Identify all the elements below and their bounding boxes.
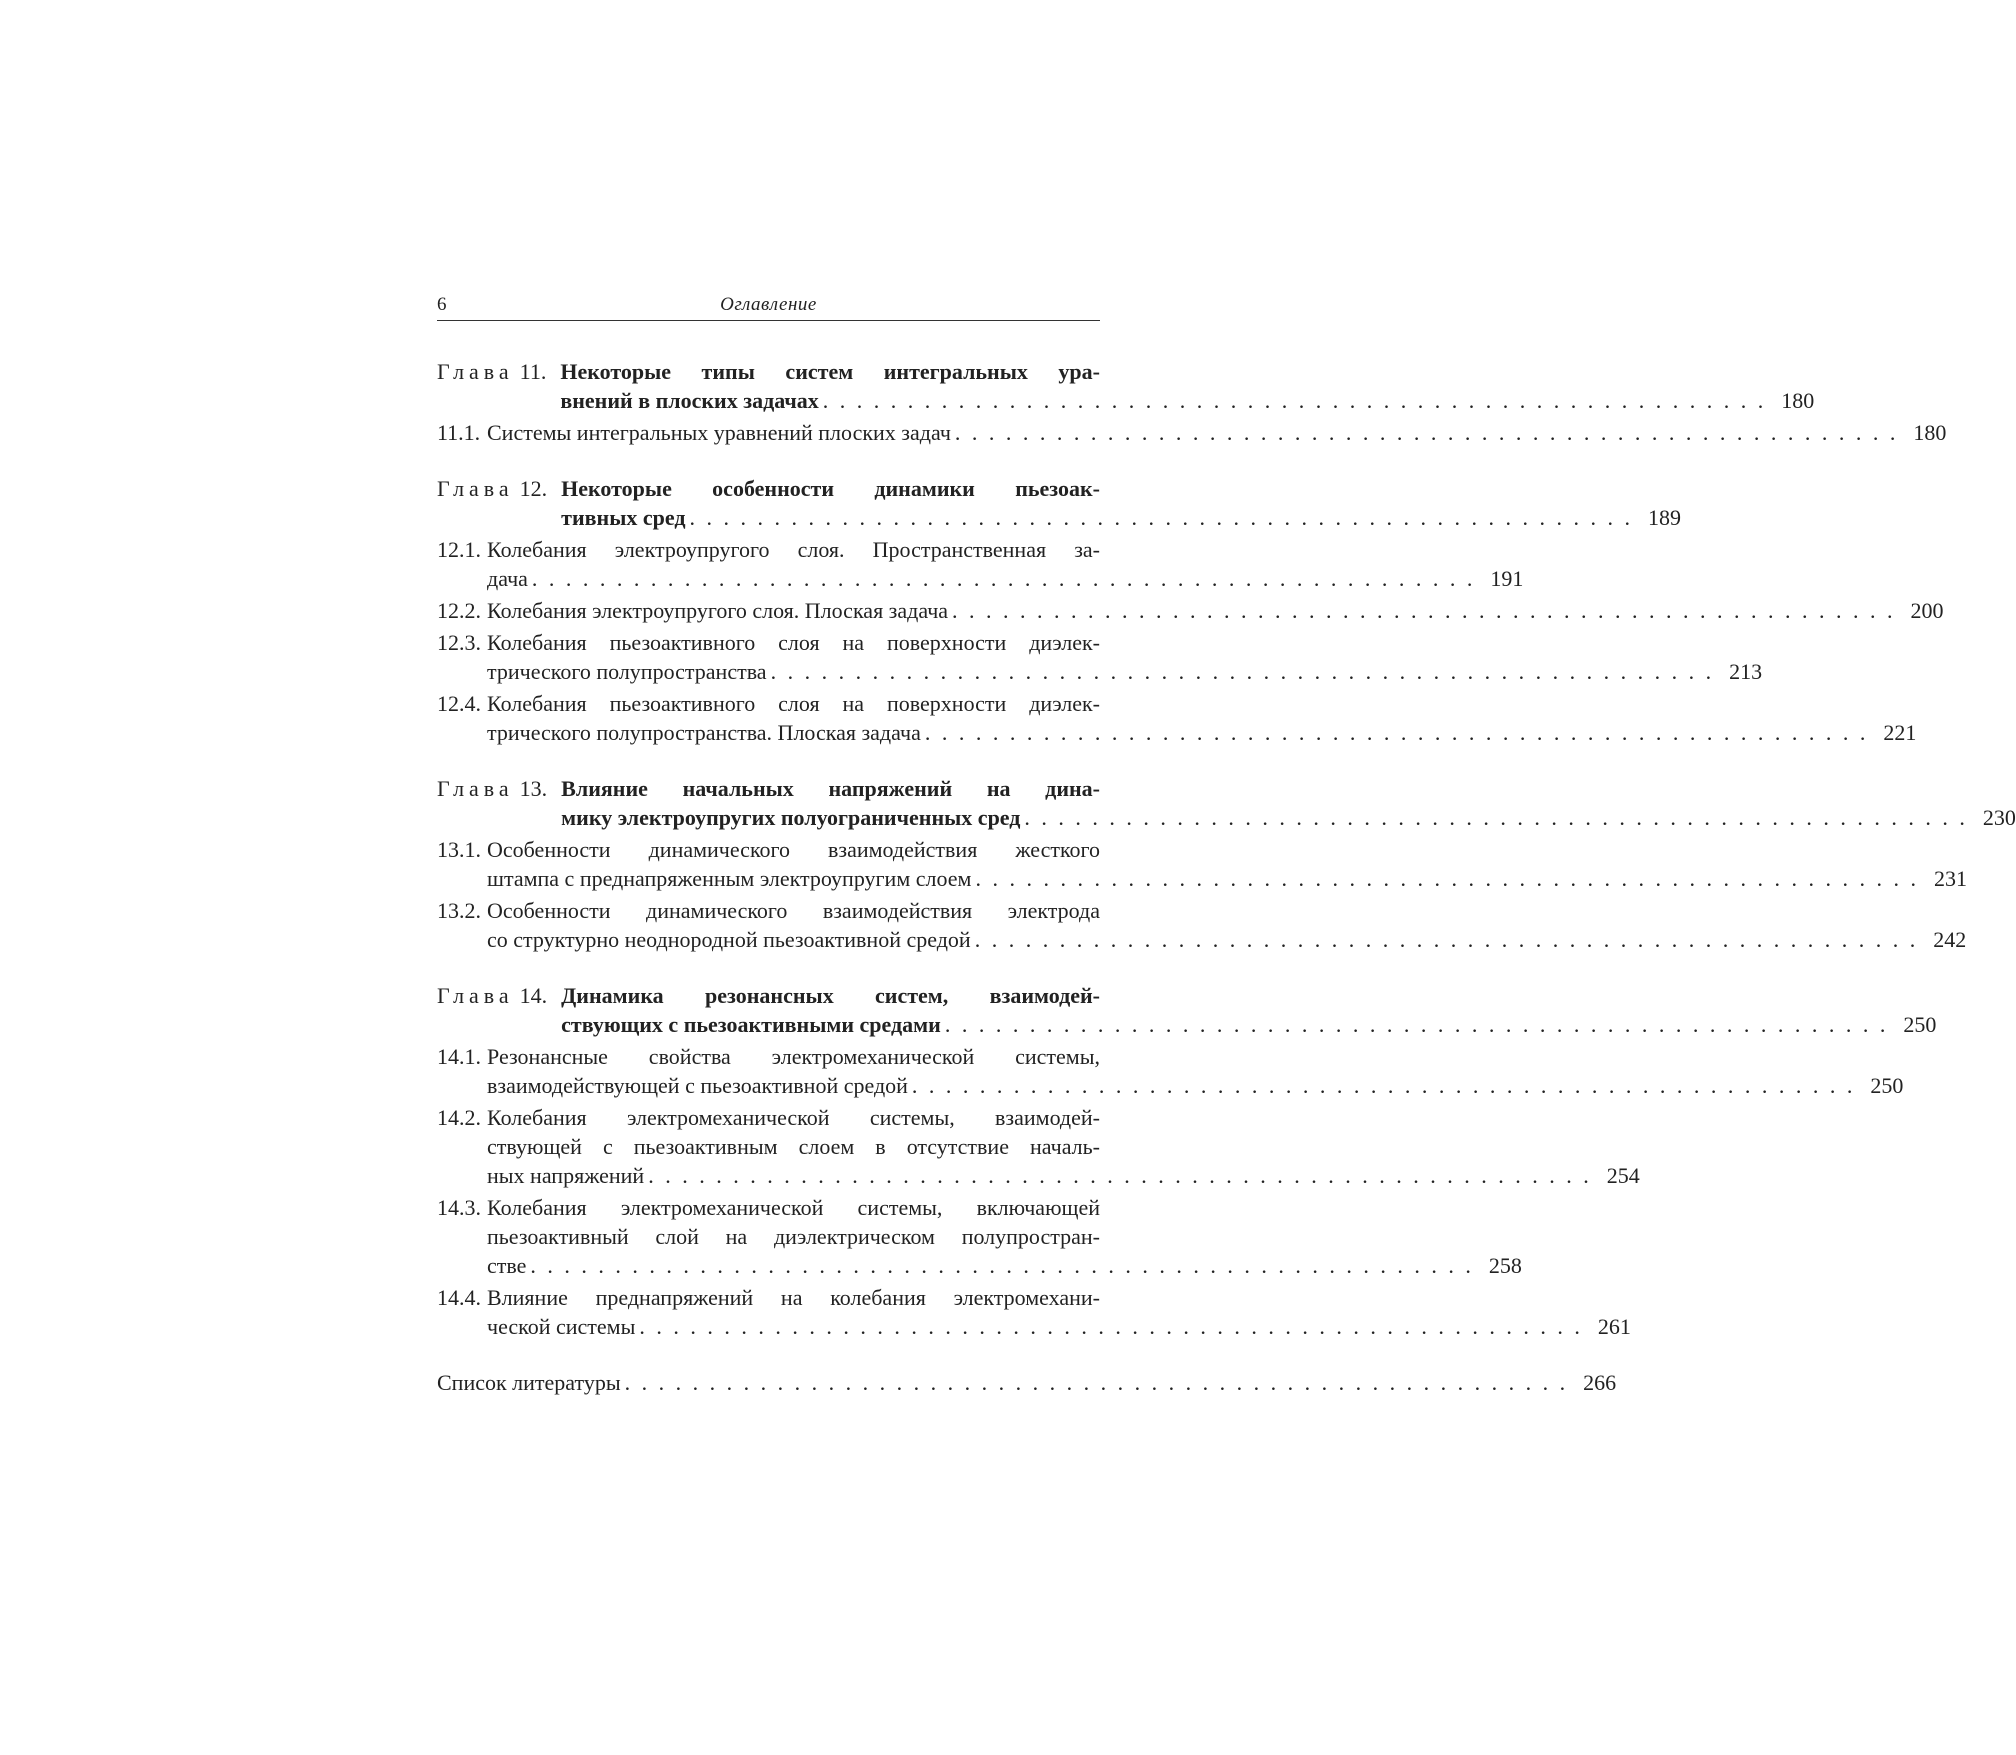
section-page-number: 258 bbox=[1488, 1253, 1522, 1278]
section-title-line: со структурно неоднородной пьезоактивной средой bbox=[487, 927, 971, 952]
leader-dots: . . . . . . . . . . . . . . . . . . . . . . . . . . . . . . . . . . . . . . . . . . . . . . . . . . . . . . . . bbox=[975, 866, 1919, 891]
section-title bbox=[487, 535, 1524, 593]
section-title-line: ческой системы bbox=[487, 1314, 636, 1339]
page-number: 6 bbox=[437, 294, 447, 315]
toc-entry[interactable] bbox=[437, 1283, 1631, 1341]
section-title-last-line bbox=[487, 925, 1967, 954]
chapter-title-line: Некоторые типы систем интегральных ура- bbox=[560, 359, 1100, 384]
section-title-line: ных напряжений bbox=[487, 1163, 645, 1188]
section-title-line: Колебания пьезоактивного слоя на поверхности диэлек- bbox=[487, 691, 1100, 716]
section-title-line: дача bbox=[487, 566, 528, 591]
section-number: 11.1. bbox=[437, 420, 481, 445]
section-number: 12.4. bbox=[437, 691, 481, 716]
leader-dots: . . . . . . . . . . . . . . . . . . . . . . . . . . . . . . . . . . . . . . . . . . . . . . . . . . . . . . . . bbox=[1024, 805, 1968, 830]
section-title-line: Системы интегральных уравнений плоских задач bbox=[487, 420, 951, 445]
chapter-heading[interactable] bbox=[437, 774, 2016, 832]
section-number: 14.1. bbox=[437, 1044, 481, 1069]
references-body bbox=[437, 1368, 1617, 1397]
references-label: Список литературы bbox=[437, 1370, 621, 1395]
section-page-number: 200 bbox=[1910, 598, 1944, 623]
section-title-line: штампа с преднапряженным электроупругим слоем bbox=[487, 866, 972, 891]
chapter-label: Глава bbox=[437, 476, 514, 501]
section-page-number: 250 bbox=[1870, 1073, 1904, 1098]
section-number: 14.3. bbox=[437, 1195, 481, 1220]
section-title-line: Колебания электроупругого слоя. Плоская задача bbox=[487, 598, 949, 623]
section-page-number: 231 bbox=[1933, 866, 1967, 891]
chapter-label: Глава bbox=[437, 776, 514, 801]
chapter-page-number: 230 bbox=[1982, 805, 2016, 830]
section-title-line: Особенности динамического взаимодействия электрода bbox=[487, 898, 1100, 923]
section-title bbox=[487, 896, 1967, 954]
chapter-block bbox=[437, 357, 1947, 447]
toc-entry[interactable] bbox=[437, 896, 1967, 954]
chapter-number: 11. bbox=[519, 359, 547, 384]
chapter-title-last-line bbox=[561, 803, 2016, 832]
section-title-last-line bbox=[487, 864, 1967, 893]
leader-dots: . . . . . . . . . . . . . . . . . . . . . . . . . . . . . . . . . . . . . . . . . . . . . . . . . . . . . . . . bbox=[974, 927, 1919, 952]
leader-dots: . . . . . . . . . . . . . . . . . . . . . . . . . . . . . . . . . . . . . . . . . . . . . . . . . . . . . . . . bbox=[530, 1253, 1474, 1278]
chapter-page-number: 180 bbox=[1781, 388, 1815, 413]
section-title-line: Колебания электроупругого слоя. Пространственная за- bbox=[487, 537, 1100, 562]
chapter-title-last-line bbox=[560, 386, 1815, 415]
section-page-number: 180 bbox=[1913, 420, 1947, 445]
section-number: 14.4. bbox=[437, 1285, 481, 1310]
section-title-last-line bbox=[487, 564, 1524, 593]
chapter-title-line: тивных сред bbox=[561, 505, 686, 530]
chapter-block bbox=[437, 774, 2016, 954]
toc-entry[interactable] bbox=[437, 1193, 1522, 1280]
section-title bbox=[487, 628, 1763, 686]
section-title-line: Влияние преднапряжений на колебания электромехани- bbox=[487, 1285, 1100, 1310]
chapter-label: Глава bbox=[437, 983, 514, 1008]
chapter-heading[interactable] bbox=[437, 474, 1681, 532]
toc-entry[interactable] bbox=[437, 689, 1917, 747]
section-title-line: стве bbox=[487, 1253, 527, 1278]
toc-entry[interactable] bbox=[437, 1103, 1640, 1190]
section-title bbox=[487, 1193, 1522, 1280]
section-title bbox=[487, 1283, 1631, 1341]
section-title-line: Колебания электромеханической системы, включающей bbox=[487, 1195, 1100, 1220]
references-entry[interactable] bbox=[437, 1368, 1617, 1397]
section-title bbox=[487, 418, 1947, 447]
section-page-number: 191 bbox=[1490, 566, 1524, 591]
section-title-line: пьезоактивный слой на диэлектрическом полупростран- bbox=[487, 1224, 1100, 1249]
references-page-number: 266 bbox=[1583, 1370, 1617, 1395]
chapter-number: 14. bbox=[519, 983, 548, 1008]
section-title-line: взаимодействующей с пьезоактивной средой bbox=[487, 1073, 908, 1098]
references-line bbox=[437, 1368, 1617, 1397]
toc-entry[interactable] bbox=[437, 628, 1763, 686]
leader-dots: . . . . . . . . . . . . . . . . . . . . . . . . . . . . . . . . . . . . . . . . . . . . . . . . . . . . . . . . bbox=[639, 1314, 1583, 1339]
leader-dots: . . . . . . . . . . . . . . . . . . . . . . . . . . . . . . . . . . . . . . . . . . . . . . . . . . . . . . . . bbox=[911, 1073, 1856, 1098]
chapter-title-line: Динамика резонансных систем, взаимодей- bbox=[561, 983, 1100, 1008]
section-page-number: 242 bbox=[1933, 927, 1967, 952]
chapter-title-last-line bbox=[561, 1010, 1937, 1039]
section-title-last-line bbox=[487, 1251, 1522, 1280]
section-page-number: 254 bbox=[1606, 1163, 1640, 1188]
chapter-title-line: Некоторые особенности динамики пьезоак- bbox=[561, 476, 1100, 501]
leader-dots: . . . . . . . . . . . . . . . . . . . . . . . . . . . . . . . . . . . . . . . . . . . . . . . . . . . . . . . . bbox=[648, 1163, 1592, 1188]
toc-entry[interactable] bbox=[437, 835, 1967, 893]
section-page-number: 261 bbox=[1597, 1314, 1631, 1339]
section-title-last-line bbox=[487, 1312, 1631, 1341]
section-title bbox=[487, 1042, 1904, 1100]
section-title bbox=[487, 596, 1944, 625]
chapter-title-body bbox=[561, 981, 1937, 1039]
leader-dots: . . . . . . . . . . . . . . . . . . . . . . . . . . . . . . . . . . . . . . . . . . . . . . . . . . . . . . . . bbox=[952, 598, 1896, 623]
section-title-line: Колебания электромеханической системы, взаимодей- bbox=[487, 1105, 1100, 1130]
chapter-heading[interactable] bbox=[437, 357, 1815, 415]
section-title-line: Резонансные свойства электромеханической системы, bbox=[487, 1044, 1100, 1069]
section-title bbox=[487, 835, 1967, 893]
leader-dots: . . . . . . . . . . . . . . . . . . . . . . . . . . . . . . . . . . . . . . . . . . . . . . . . . . . . . . . . bbox=[624, 1370, 1569, 1395]
leader-dots: . . . . . . . . . . . . . . . . . . . . . . . . . . . . . . . . . . . . . . . . . . . . . . . . . . . . . . . . bbox=[924, 720, 1869, 745]
section-title-last-line bbox=[487, 718, 1917, 747]
book-page bbox=[437, 294, 2016, 1397]
toc-entry[interactable] bbox=[437, 1042, 1904, 1100]
chapter-title-body bbox=[561, 474, 1681, 532]
section-title-line: Колебания пьезоактивного слоя на поверхности диэлек- bbox=[487, 630, 1100, 655]
section-title-last-line bbox=[487, 418, 1947, 447]
chapter-title-body bbox=[560, 357, 1815, 415]
chapter-title-last-line bbox=[561, 503, 1681, 532]
section-title-last-line bbox=[487, 1071, 1904, 1100]
table-of-contents bbox=[437, 357, 2016, 1397]
chapter-block bbox=[437, 474, 1944, 747]
leader-dots: . . . . . . . . . . . . . . . . . . . . . . . . . . . . . . . . . . . . . . . . . . . . . . . . . . . . . . . . bbox=[531, 566, 1476, 591]
chapter-block bbox=[437, 981, 1937, 1341]
section-title-line: ствующей с пьезоактивным слоем в отсутствие началь- bbox=[487, 1134, 1100, 1159]
chapter-number: 12. bbox=[519, 476, 548, 501]
section-title-last-line bbox=[487, 1161, 1640, 1190]
leader-dots: . . . . . . . . . . . . . . . . . . . . . . . . . . . . . . . . . . . . . . . . . . . . . . . . . . . . . . . . bbox=[822, 388, 1767, 413]
chapter-heading[interactable] bbox=[437, 981, 1937, 1039]
leader-dots: . . . . . . . . . . . . . . . . . . . . . . . . . . . . . . . . . . . . . . . . . . . . . . . . . . . . . . . . bbox=[689, 505, 1633, 530]
section-title bbox=[487, 1103, 1640, 1190]
chapter-title-line: Влияние начальных напряжений на дина- bbox=[561, 776, 1100, 801]
leader-dots: . . . . . . . . . . . . . . . . . . . . . . . . . . . . . . . . . . . . . . . . . . . . . . . . . . . . . . . . bbox=[954, 420, 1899, 445]
section-page-number: 213 bbox=[1729, 659, 1763, 684]
section-title-line: трического полупространства bbox=[487, 659, 767, 684]
running-title: Оглавление bbox=[720, 294, 817, 315]
chapter-page-number: 189 bbox=[1648, 505, 1681, 530]
chapter-title-line: ствующих с пьезоактивными средами bbox=[561, 1012, 941, 1037]
chapter-label: Глава bbox=[437, 359, 514, 384]
section-number: 14.2. bbox=[437, 1105, 481, 1130]
chapter-number: 13. bbox=[519, 776, 548, 801]
toc-entry[interactable] bbox=[437, 418, 1947, 447]
section-page-number: 221 bbox=[1883, 720, 1917, 745]
section-title-last-line bbox=[487, 596, 1944, 625]
toc-entry[interactable] bbox=[437, 535, 1524, 593]
section-number: 12.2. bbox=[437, 598, 481, 623]
toc-entry[interactable] bbox=[437, 596, 1944, 625]
section-number: 13.1. bbox=[437, 837, 481, 862]
chapter-page-number: 250 bbox=[1903, 1012, 1937, 1037]
leader-dots: . . . . . . . . . . . . . . . . . . . . . . . . . . . . . . . . . . . . . . . . . . . . . . . . . . . . . . . . bbox=[770, 659, 1715, 684]
leader-dots: . . . . . . . . . . . . . . . . . . . . . . . . . . . . . . . . . . . . . . . . . . . . . . . . . . . . . . . . bbox=[944, 1012, 1889, 1037]
running-head bbox=[437, 294, 1100, 321]
section-number: 12.3. bbox=[437, 630, 481, 655]
section-title-line: Особенности динамического взаимодействия жесткого bbox=[487, 837, 1100, 862]
section-number: 12.1. bbox=[437, 537, 481, 562]
section-title-line: трического полупространства. Плоская задача bbox=[487, 720, 921, 745]
chapter-title-line: внений в плоских задачах bbox=[560, 388, 819, 413]
section-number: 13.2. bbox=[437, 898, 481, 923]
section-title-last-line bbox=[487, 657, 1763, 686]
section-title bbox=[487, 689, 1917, 747]
chapter-title-line: мику электроупругих полуограниченных сред bbox=[561, 805, 1021, 830]
chapter-title-body bbox=[561, 774, 2016, 832]
